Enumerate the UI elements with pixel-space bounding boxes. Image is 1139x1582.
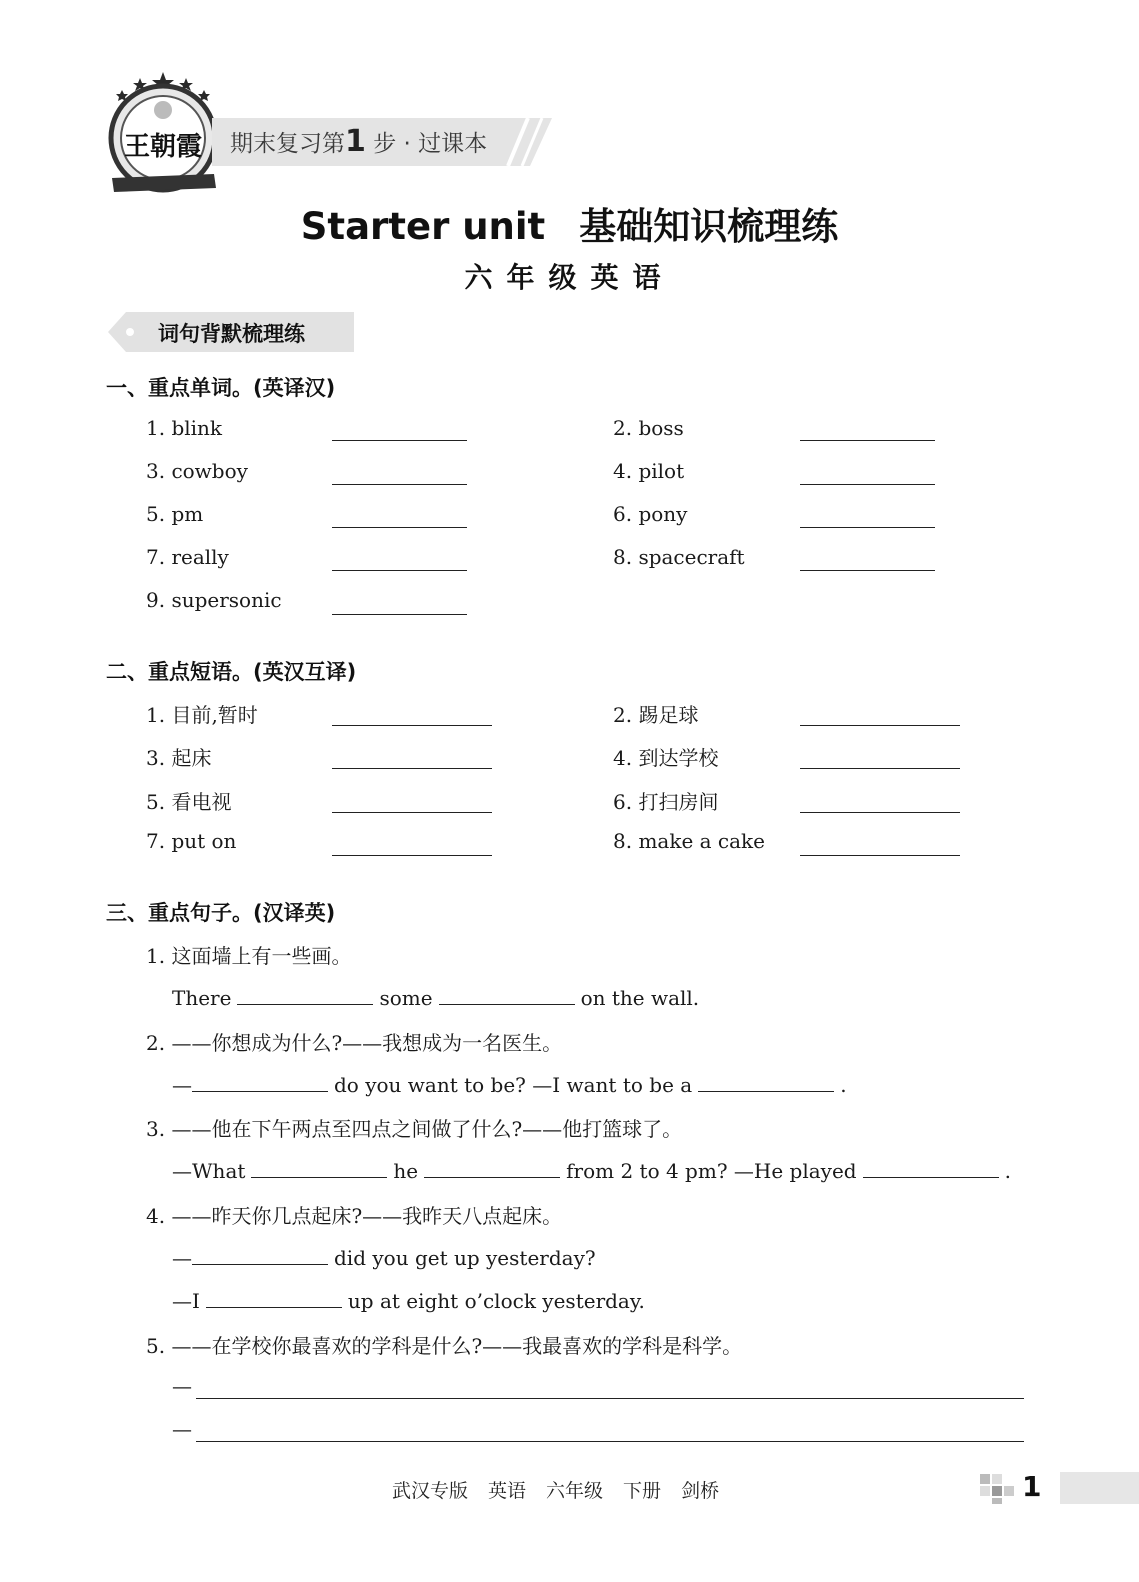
sentence-text: — (172, 1246, 192, 1270)
dash-marker: — (172, 1374, 192, 1398)
answer-line[interactable] (196, 1398, 1024, 1399)
answer-blank[interactable] (332, 527, 467, 528)
page-subtitle: 六年级英语 (464, 261, 675, 294)
sentence-answer-line (172, 1287, 645, 1313)
answer-blank[interactable] (237, 984, 373, 1005)
phrase-item: 4. 到达学校 (613, 746, 719, 770)
sentence-prompt: 5. ——在学校你最喜欢的学科是什么?——我最喜欢的学科是科学。 (146, 1334, 743, 1358)
sentence-text: . (1004, 1159, 1011, 1183)
banner-text (230, 124, 487, 159)
sentence-text: do you want to be? —I want to be a (334, 1073, 693, 1097)
answer-blank[interactable] (800, 570, 935, 571)
sentence-text: he (393, 1159, 419, 1183)
answer-blank[interactable] (192, 1244, 328, 1265)
answer-blank[interactable] (863, 1157, 999, 1178)
answer-blank[interactable] (251, 1157, 387, 1178)
answer-blank[interactable] (800, 855, 960, 856)
phrase-item: 3. 起床 (146, 746, 212, 770)
word-item: 2. boss (613, 416, 684, 440)
answer-blank[interactable] (332, 570, 467, 571)
sentence-text: on the wall. (580, 986, 700, 1010)
answer-blank[interactable] (192, 1071, 328, 1092)
sentence-text: —What (172, 1159, 246, 1183)
sentence-text: from 2 to 4 pm? —He played (566, 1159, 857, 1183)
footer-info (392, 1476, 739, 1503)
sentence-text: up at eight o’clock yesterday. (347, 1289, 645, 1313)
section1-title: 一、重点单词。(英译汉) (106, 376, 336, 400)
phrase-item: 5. 看电视 (146, 790, 232, 814)
answer-blank[interactable] (800, 440, 935, 441)
sentence-text: — (172, 1073, 192, 1097)
banner-prefix: 期末复习第 (230, 131, 345, 157)
logo-text: 王朝霞 (124, 132, 203, 162)
page-number: 1 (1022, 1470, 1042, 1503)
footer-subject: 英语 (488, 1480, 527, 1502)
banner-step-number: 1 (345, 124, 366, 159)
answer-blank[interactable] (332, 440, 467, 441)
word-item: 3. cowboy (146, 459, 248, 483)
answer-blank[interactable] (332, 768, 492, 769)
page-number-bar (1060, 1472, 1139, 1504)
sentence-answer-line (172, 1071, 847, 1097)
sentence-prompt: 3. ——他在下午两点至四点之间做了什么?——他打篮球了。 (146, 1117, 683, 1141)
page-title (0, 196, 1139, 250)
section2-title: 二、重点短语。(英汉互译) (106, 660, 357, 684)
section-tag-label: 词句背默梳理练 (158, 322, 305, 346)
sentence-text: some (379, 986, 433, 1010)
sentence-text: There (172, 986, 232, 1010)
word-item: 4. pilot (613, 459, 685, 483)
phrase-item: 6. 打扫房间 (613, 790, 719, 814)
answer-blank[interactable] (206, 1287, 342, 1308)
word-item: 9. supersonic (146, 588, 282, 612)
answer-line[interactable] (196, 1441, 1024, 1442)
answer-blank[interactable] (332, 812, 492, 813)
word-item: 1. blink (146, 416, 223, 440)
footer-edition: 武汉专版 (392, 1480, 469, 1502)
section3-title: 三、重点句子。(汉译英) (106, 901, 336, 925)
footer-volume: 下册 (623, 1480, 662, 1502)
word-item: 6. pony (613, 502, 688, 526)
answer-blank[interactable] (800, 527, 935, 528)
word-item: 7. really (146, 545, 229, 569)
answer-blank[interactable] (800, 812, 960, 813)
title-chinese: 基础知识梳理练 (579, 205, 839, 248)
sentence-answer-line (172, 984, 700, 1010)
answer-blank[interactable] (800, 725, 960, 726)
sentence-prompt: 2. ——你想成为什么?——我想成为一名医生。 (146, 1031, 563, 1055)
sentence-answer-line (172, 1157, 1011, 1183)
sentence-prompt: 4. ——昨天你几点起床?——我昨天八点起床。 (146, 1204, 563, 1228)
answer-blank[interactable] (332, 614, 467, 615)
sentence-answer-line (172, 1244, 596, 1270)
phrase-item: 8. make a cake (613, 829, 766, 853)
sentence-text: —I (172, 1289, 200, 1313)
answer-blank[interactable] (698, 1071, 834, 1092)
answer-blank[interactable] (424, 1157, 560, 1178)
sentence-prompt: 1. 这面墙上有一些画。 (146, 944, 352, 968)
answer-blank[interactable] (800, 484, 935, 485)
pixel-decoration-icon (980, 1474, 1016, 1504)
footer-grade: 六年级 (546, 1480, 604, 1502)
sentence-text: . (840, 1073, 847, 1097)
footer-publisher: 剑桥 (681, 1480, 720, 1502)
word-item: 8. spacecraft (613, 545, 745, 569)
answer-blank[interactable] (332, 855, 492, 856)
phrase-item: 1. 目前,暂时 (146, 703, 258, 727)
answer-blank[interactable] (332, 484, 467, 485)
word-item: 5. pm (146, 502, 204, 526)
banner-suffix: 步 · 过课本 (373, 131, 488, 157)
phrase-item: 2. 踢足球 (613, 703, 699, 727)
answer-blank[interactable] (800, 768, 960, 769)
dash-marker: — (172, 1417, 192, 1441)
answer-blank[interactable] (439, 984, 575, 1005)
phrase-item: 7. put on (146, 829, 237, 853)
sentence-text: did you get up yesterday? (334, 1246, 596, 1270)
answer-blank[interactable] (332, 725, 492, 726)
title-english: Starter unit (300, 205, 546, 248)
